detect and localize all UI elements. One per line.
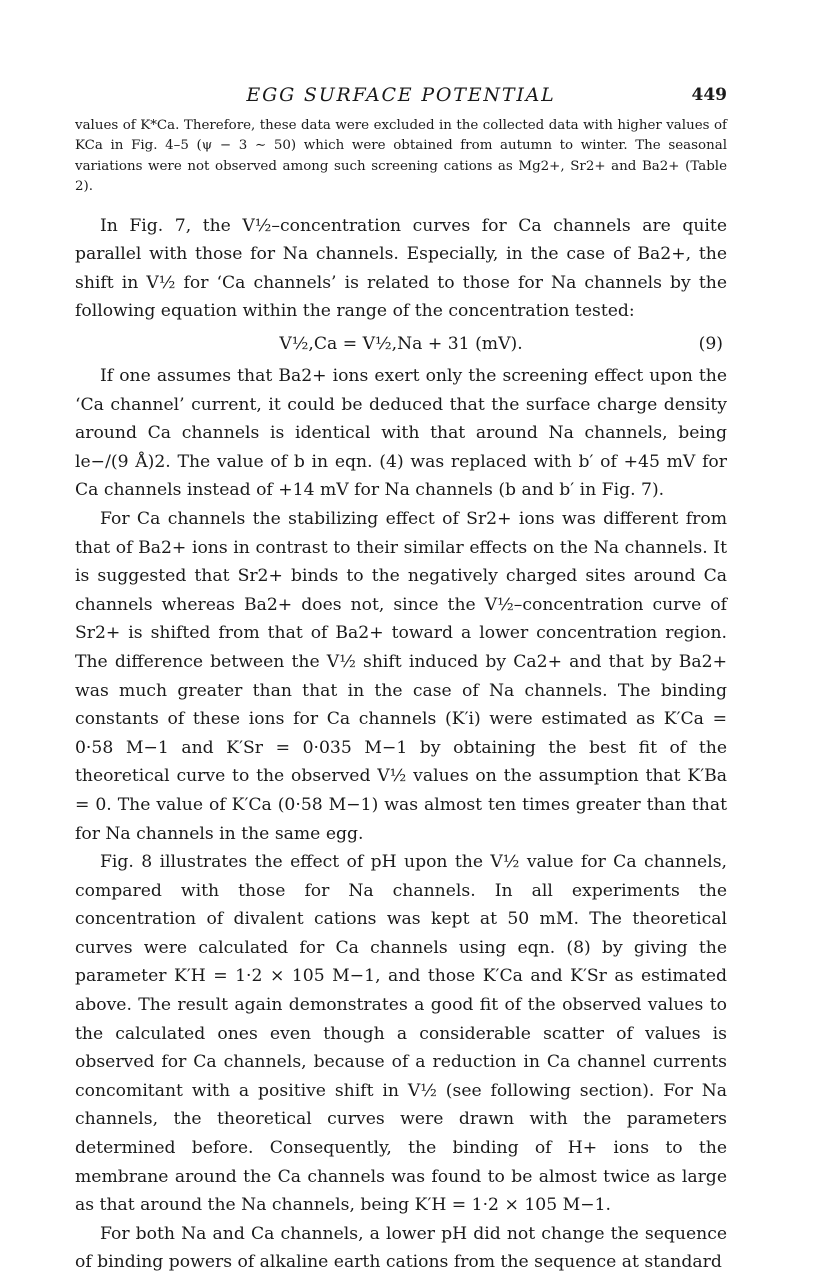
continuation-paragraph: values of K*Ca. Therefore, these data were excluded in the collected data with higher values of KCa in Fig. 4–5 (ψ − 3 ∼ 50) which were obtained from autumn to winter. The seasonal variations were not observed among such screening cations as Mg2+, Sr2+ and Ba2+ (Table 2). [75, 118, 727, 195]
paragraph-binding-constants: For Ca channels the stabilizing effect of Sr2+ ions was different from that of Ba2+ ions in contrast to their similar effects on the Na channels. It is suggested that Sr2+ binds to the negatively charged sites around Ca channels whereas Ba2+ does not, since the V½–concentration curve of Sr2+ is shifted from that of Ba2+ toward a lower concentration region. The difference between the V½ shift induced by Ca2+ and that by Ba2+ was much greater than that in the case of Na channels. The binding constants of these ions for Ca channels (K′i) were estimated as K′Ca = 0·58 M−1 and K′Sr = 0·035 M−1 by obtaining the best fit of the theoretical curve to the observed V½ values on the assumption that K′Ba = 0. The value of K′Ca (0·58 M−1) was almost ten times greater than that for Na channels in the same egg. [75, 508, 727, 844]
journal-page [75, 84, 727, 1277]
equation-9 [75, 326, 727, 362]
paragraph-lower-ph: For both Na and Ca channels, a lower pH did not change the sequence of binding powers of alkaline earth cations from the sequence at standard [75, 1223, 727, 1273]
paragraph-fig7-curves: In Fig. 7, the V½–concentration curves for Ca channels are quite parallel with those for Na channels. Especially, in the case of Ba2+, the shift in V½ for ‘Ca channels’ is related to those for Na channels by the following equation within the range of the concentration tested: [75, 215, 727, 322]
running-title: EGG SURFACE POTENTIAL [246, 84, 556, 106]
page-header [75, 84, 727, 116]
equation-number: (9) [698, 334, 723, 354]
equation-text: V½,Ca = V½,Na + 31 (mV). [279, 334, 523, 354]
paragraph-ph-effect: Fig. 8 illustrates the effect of pH upon the V½ value for Ca channels, compared with those for Na channels. In all experiments the concentration of divalent cations was kept at 50 mM. The theoretical curves were calculated for Ca channels using eqn. (8) by giving the parameter K′H = 1·2 × 105 M−1, and those K′Ca and K′Sr as estimated above. The result again demonstrates a good fit of the observed values to the calculated ones even though a considerable scatter of values is observed for Ca channels, because of a reduction in Ca channel currents concomitant with a positive shift in V½ (see following section). For Na channels, the theoretical curves were drawn with the parameters determined before. Consequently, the binding of H+ ions to the membrane around the Ca channels was found to be almost twice as large as that around the Na channels, being K′H = 1·2 × 105 M−1. [75, 852, 727, 1216]
page-number: 449 [691, 85, 727, 105]
paragraph-screening-effect: If one assumes that Ba2+ ions exert only the screening effect upon the ‘Ca channel’ current, it could be deduced that the surface charge density around Ca channels is identical with that around Na channels, being le−/(9 Å)2. The value of b in eqn. (4) was replaced with b′ of +45 mV for Ca channels instead of +14 mV for Na channels (b and b′ in Fig. 7). [75, 366, 727, 501]
